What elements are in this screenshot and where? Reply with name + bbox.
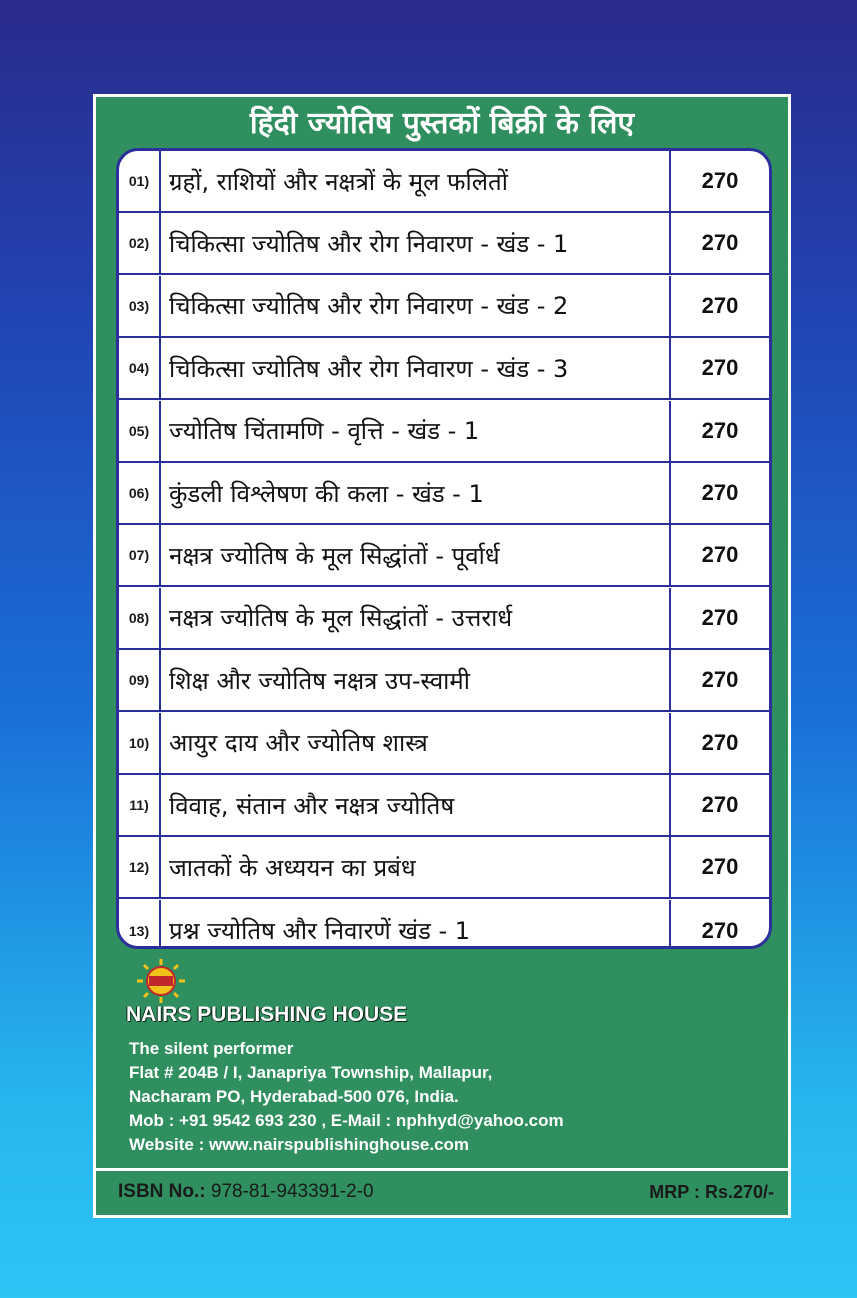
table-row [119,775,769,837]
book-title: चिकित्सा ज्योतिष और रोग निवारण - खंड - 3 [161,338,671,398]
book-price: 270 [701,729,739,755]
book-price: 270 [701,417,739,443]
publisher-address-line1: Flat # 204B / I, Janapriya Township, Mallapur, [129,1063,493,1082]
footer-bar [96,1168,788,1215]
table-row [119,151,769,213]
book-price: 270 [701,355,739,381]
book-number: 04) [119,338,161,398]
publisher-info [129,1037,564,1157]
book-title: जातकों के अध्ययन का प्रबंध [161,837,671,897]
book-price: 270 [701,542,739,568]
book-title: आयुर दाय और ज्योतिष शास्त्र [161,713,671,773]
book-number: 03) [119,276,161,336]
book-title: शिक्ष और ज्योतिष नक्षत्र उप-स्वामी [161,650,671,710]
book-number: 12) [119,837,161,897]
table-row [119,713,769,775]
book-title: ग्रहों, राशियों और नक्षत्रों के मूल फलितों [161,151,671,211]
book-title: ज्योतिष चिंतामणि - वृत्ति - खंड - 1 [161,401,671,461]
book-price: 270 [701,792,739,817]
table-row [119,213,769,275]
publisher-name: NAIRS PUBLISHING HOUSE [126,1003,408,1026]
book-price: 270 [701,480,739,505]
book-number: 02) [119,213,161,273]
book-number: 08) [119,588,161,648]
table-row [119,401,769,463]
publisher-website: Website : www.nairspublishinghouse.com [129,1135,470,1154]
book-price: 270 [701,854,739,880]
table-row [119,837,769,899]
book-price: 270 [701,604,739,630]
book-title: नक्षत्र ज्योतिष के मूल सिद्धांतों - उत्तरार्ध [161,588,671,648]
book-number: 01) [119,151,161,211]
publisher-tagline: The silent performer [129,1039,294,1058]
publisher-logo-icon [128,957,194,1005]
panel-title: हिंदी ज्योतिष पुस्तकों बिक्री के लिए [249,106,635,141]
book-number: 10) [119,713,161,773]
book-title: चिकित्सा ज्योतिष और रोग निवारण - खंड - 2 [161,276,671,336]
book-title: प्रश्न ज्योतिष और निवारणें खंड - 1 [161,900,671,949]
table-row [119,588,769,650]
table-row [119,338,769,400]
book-number: 05) [119,401,161,461]
book-title: विवाह, संतान और नक्षत्र ज्योतिष [161,775,671,835]
book-price: 270 [701,230,739,256]
book-table [116,148,772,949]
publisher-address-line2: Nacharam PO, Hyderabad-500 076, India. [129,1087,459,1106]
book-number: 13) [119,900,161,949]
publisher-contact: Mob : +91 9542 693 230 , E-Mail : nphhyd@yahoo.com [129,1111,564,1130]
book-price: 270 [701,292,739,318]
isbn-value: 978-81-943391-2-0 [205,1181,374,1202]
book-number: 06) [119,463,161,523]
book-title: कुंडली विश्लेषण की कला - खंड - 1 [161,463,671,523]
mrp-price: MRP : Rs.270/- [649,1182,774,1202]
table-row [119,900,769,949]
book-number: 07) [119,525,161,585]
table-row [119,525,769,587]
isbn-label: ISBN No.: [118,1181,206,1202]
table-row [119,463,769,525]
book-price: 270 [701,168,739,193]
table-row [119,650,769,712]
book-title: नक्षत्र ज्योतिष के मूल सिद्धांतों - पूर्वार्ध [161,525,671,585]
book-list-panel [93,94,791,1218]
book-title: चिकित्सा ज्योतिष और रोग निवारण - खंड - 1 [161,213,671,273]
isbn [118,1181,374,1203]
book-number: 09) [119,650,161,710]
book-price: 270 [701,917,739,943]
book-number: 11) [119,775,161,835]
book-price: 270 [701,667,739,693]
table-row [119,276,769,338]
